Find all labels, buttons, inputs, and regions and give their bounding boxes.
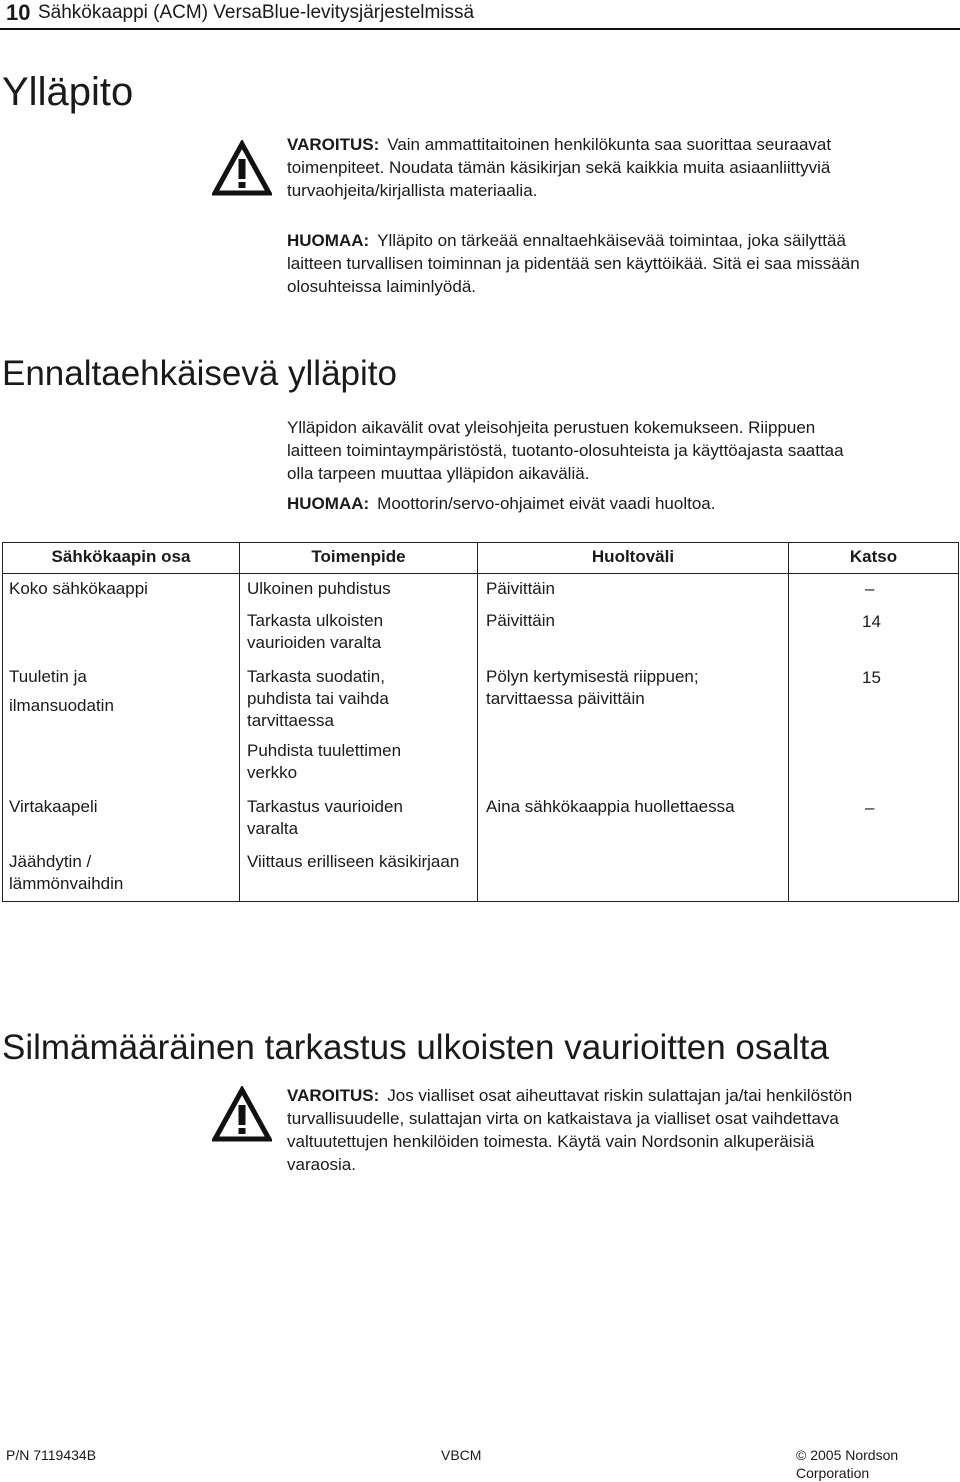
table-cell: 15 [862, 668, 881, 687]
table-cell: Pölyn kertymisestä riippuen; [486, 667, 699, 686]
table-cell: Tuuletin ja [9, 667, 87, 686]
footer-product-code: VBCM [441, 1447, 482, 1463]
table-cell: Viittaus erilliseen käsikirjaan [247, 852, 460, 871]
column-header-action: Toimenpide [311, 547, 406, 566]
table-cell: ilmansuodatin [9, 696, 114, 715]
table-cell: vaurioiden varalta [247, 633, 382, 652]
warning-text-line: turvaohjeita/kirjallista materiaalia. [287, 181, 538, 200]
note-block [287, 492, 952, 515]
column-divider [477, 543, 478, 901]
table-cell: Tarkasta ulkoisten [247, 611, 384, 630]
footer-copyright: © 2005 Nordson Corporation [796, 1447, 899, 1481]
table-cell: 14 [862, 612, 881, 631]
table-cell: Aina sähkökaappia huollettaessa [486, 797, 735, 816]
intro-paragraph [287, 416, 952, 485]
warning-text-line: Jos vialliset osat aiheuttavat riskin sulattajan ja/tai henkilöstön [387, 1086, 853, 1105]
table-cell: tarvittaessa päivittäin [486, 689, 645, 708]
running-title: Sähkökaappi (ACM) VersaBlue-levitysjärjestelmissä [38, 2, 475, 23]
intro-line: olla tarpeen muuttaa ylläpidon aikaväliä. [287, 464, 590, 483]
note-text-line: Ylläpito on tärkeää ennaltaehkäisevää toimintaa, joka säilyttää [377, 231, 846, 250]
maintenance-table [2, 542, 959, 902]
warning-text-line: Vain ammattitaitoinen henkilökunta saa suorittaa seuraavat [387, 135, 832, 154]
warning-block [287, 1084, 952, 1176]
column-header-see: Katso [849, 547, 898, 566]
warning-label: VAROITUS: [287, 135, 380, 154]
warning-text-line: turvallisuudelle, sulattajan virta on katkaistava ja vialliset osat vaihdettava [287, 1109, 839, 1128]
warning-triangle-icon [212, 140, 272, 196]
column-divider [239, 543, 240, 901]
table-cell: tarvittaessa [247, 711, 334, 730]
warning-label: VAROITUS: [287, 1086, 380, 1105]
table-cell: Tarkasta suodatin, [247, 667, 385, 686]
table-cell: – [865, 798, 875, 817]
warning-text-line: varaosia. [287, 1155, 356, 1174]
note-label: HUOMAA: [287, 231, 370, 250]
table-cell: Päivittäin [486, 579, 555, 598]
note-block [287, 229, 952, 298]
column-header-part: Sähkökaapin osa [51, 547, 191, 566]
table-cell: puhdista tai vaihda [247, 689, 389, 708]
column-header-interval: Huoltoväli [591, 547, 675, 566]
intro-line: laitteen toimintaympäristöstä, tuotanto-olosuhteista ja käyttöajasta saattaa [287, 441, 844, 460]
page-title: Ylläpito [2, 70, 134, 114]
table-header-rule [3, 573, 958, 574]
table-cell: Koko sähkökaappi [9, 579, 148, 598]
header-rule [0, 28, 960, 30]
table-cell: – [865, 579, 875, 598]
intro-line: Ylläpidon aikavälit ovat yleisohjeita perustuen kokemukseen. Riippuen [287, 418, 816, 437]
table-cell: Tarkastus vaurioiden [247, 797, 403, 816]
footer-part-number: P/N 7119434B [6, 1447, 97, 1463]
note-text-line: laitteen turvallisen toiminnan ja pidentää sen käyttöikää. Sitä ei saa missään [287, 254, 860, 273]
warning-text-line: valtuutettujen henkilöiden toimesta. Käytä vain Nordsonin alkuperäisiä [287, 1132, 815, 1151]
section-title-preventive: Ennaltaehkäisevä ylläpito [2, 354, 397, 393]
note-text-line: olosuhteissa laiminlyödä. [287, 277, 476, 296]
table-cell: Päivittäin [486, 611, 555, 630]
table-cell: verkko [247, 763, 298, 782]
column-divider [788, 543, 789, 901]
warning-triangle-icon [212, 1086, 272, 1142]
warning-text-line: toimenpiteet. Noudata tämän käsikirjan sekä kaikkia muita asiaanliittyviä [287, 158, 831, 177]
table-cell: Virtakaapeli [9, 797, 98, 816]
warning-block [287, 133, 947, 202]
note-label: HUOMAA: [287, 494, 370, 513]
table-cell: Jäähdytin / [9, 852, 92, 871]
table-cell: varalta [247, 819, 299, 838]
note-text-line: Moottorin/servo-ohjaimet eivät vaadi huoltoa. [377, 494, 716, 513]
table-cell: Ulkoinen puhdistus [247, 579, 391, 598]
page-header [0, 0, 960, 34]
table-cell: Puhdista tuulettimen [247, 741, 402, 760]
table-cell: lämmönvaihdin [9, 874, 124, 893]
page-number: 10 [6, 0, 31, 25]
section-title-visual-inspection: Silmämääräinen tarkastus ulkoisten vaurioitten osalta [2, 1028, 829, 1067]
